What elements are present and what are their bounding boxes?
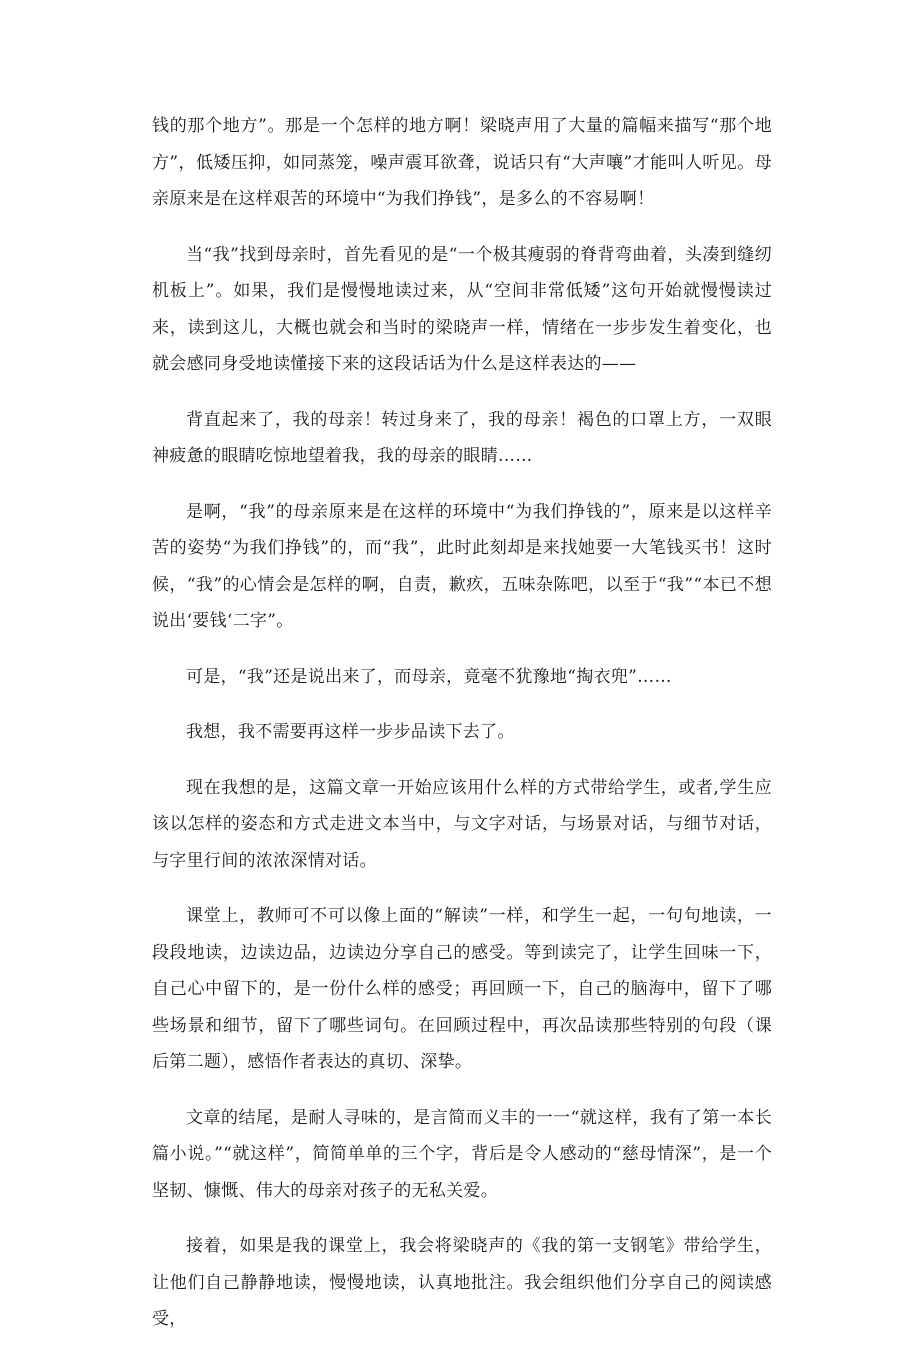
paragraph: 钱的那个地方”。那是一个怎样的地方啊！梁晓声用了大量的篇幅来描写“那个地方”，低矮压抑，如同蒸笼，噪声震耳欲聋，说话只有“大声嚷”才能叫人听见。母亲原来是在这样艰苦的环境中“为我们挣钱”，是多么的不容易啊！ (152, 116, 772, 209)
paragraph: 现在我想的是，这篇文章一开始应该用什么样的方式带给学生，或者,学生应该以怎样的姿态和方式走进文本当中，与文字对话，与场景对话，与细节对话，与字里行间的浓浓深情对话。 (152, 777, 772, 871)
paragraph: 可是，“我”还是说出来了，而母亲，竟毫不犹豫地“掏衣兜”…… (186, 666, 672, 687)
paragraph: 当“我”找到母亲时，首先看见的是“一个极其瘦弱的脊背弯曲着，头凑到缝纫机板上”。如果，我们是慢慢地读过来，从“空间非常低矮”这句开始就慢慢读过来，读到这儿，大概也就会和当时的梁晓声一样，情绪在一步步发生着变化，也就会感同身受地读懂接下来的这段话话为什么是这样表达的—— (152, 244, 772, 374)
document-body (152, 108, 772, 1357)
paragraph: 课堂上，教师可不可以像上面的“解读”一样，和学生一起，一句句地读，一段段地读，边读边品，边读边分享自己的感受。等到读完了，让学生回味一下，自己心中留下的，是一份什么样的感受；再回顾一下，自己的脑海中，留下了哪些场景和细节，留下了哪些词句。在回顾过程中，再次品读那些特别的句段（课后第二题），感悟作者表达的真切、深挚。 (152, 906, 772, 1072)
paragraph: 我想，我不需要再这样一步步品读下去了。 (186, 722, 515, 742)
paragraph: 接着，如果是我的课堂上，我会将梁晓声的《我的第一支钢笔》带给学生，让他们自己静静地读，慢慢地读，认真地批注。我会组织他们分享自己的阅读感受， (152, 1236, 772, 1329)
paragraph: 文章的结尾，是耐人寻味的，是言简而义丰的一一“就这样，我有了第一本长篇小说。”“就这样”，简简单单的三个字，背后是令人感动的“慈母情深”，是一个坚韧、慷慨、伟大的母亲对孩子的无私关爱。 (152, 1107, 772, 1201)
paragraph: 是啊，“我”的母亲原来是在这样的环境中“为我们挣钱的”，原来是以这样辛苦的姿势“为我们挣钱”的，而“我”，此时此刻却是来找她要一大笔钱买书！这时候，“我”的心情会是怎样的啊，自责，歉疚，五味杂陈吧，以至于“我”“本已不想说出‘要钱‘二字”。 (152, 501, 772, 631)
paragraph: 背直起来了，我的母亲！转过身来了，我的母亲！褐色的口罩上方，一双眼神疲惫的眼睛吃惊地望着我，我的母亲的眼睛…… (152, 409, 772, 466)
